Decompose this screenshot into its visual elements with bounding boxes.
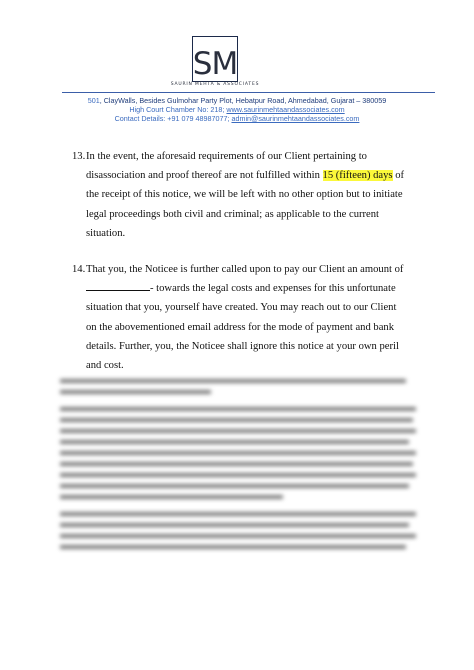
blurred-paragraph bbox=[60, 407, 420, 499]
logo-letters: SM bbox=[192, 46, 238, 82]
letterhead-contact bbox=[40, 114, 434, 123]
website-link[interactable]: www.saurinmehtaandassociates.com bbox=[226, 105, 345, 114]
paragraph-line: That you, the Noticee is further called upon to pay our Client an amount of bbox=[86, 264, 404, 275]
blurred-paragraph bbox=[60, 512, 420, 549]
paragraph-line: situation. bbox=[86, 227, 126, 239]
contact-separator: ; bbox=[227, 114, 232, 123]
paragraph-line: In the event, the aforesaid requirements of our Client pertaining to bbox=[86, 151, 367, 162]
paragraph-number: 13. bbox=[72, 151, 86, 162]
line-text: disassociation and proof thereof are not fulfilled within bbox=[86, 170, 323, 182]
chamber-label: High Court Chamber No: bbox=[129, 105, 211, 114]
chamber-separator: ; bbox=[222, 105, 227, 114]
paragraph-line: details. Further, you, the Noticee shall ignore this notice at your own peril bbox=[86, 340, 399, 352]
paragraph-line: the receipt of this notice, we will be left with no other option but to initiate bbox=[86, 189, 403, 201]
paragraph-14 bbox=[72, 260, 417, 375]
address-number: 501 bbox=[87, 96, 100, 105]
chamber-number: 218 bbox=[210, 105, 223, 114]
amount-blank bbox=[86, 280, 150, 291]
phone-number: +91 079 48987077 bbox=[167, 114, 228, 123]
highlighted-deadline: 15 (fifteen) days bbox=[322, 170, 393, 182]
paragraph-number: 14. bbox=[72, 264, 86, 275]
letterhead-address bbox=[40, 96, 434, 105]
address-text: , ClayWalls, Besides Gulmohar Party Plot, Hebatpur Road, Ahmedabad, Gujarat – 380059 bbox=[99, 96, 387, 105]
paragraph-line: on the abovementioned email address for the mode of payment and bank bbox=[86, 321, 395, 333]
email-link[interactable]: admin@saurinmehtaandassociates.com bbox=[231, 114, 360, 123]
letterhead-chamber bbox=[40, 105, 434, 114]
firm-logo bbox=[192, 36, 238, 82]
letterhead-divider bbox=[62, 92, 435, 93]
paragraph-line: and cost. bbox=[86, 360, 124, 372]
logo-caption: SAURIN MEHTA & ASSOCIATES bbox=[170, 82, 260, 87]
paragraph-line: situation that you, yourself have created. You may reach out to our Client bbox=[86, 302, 397, 314]
paragraph-13 bbox=[72, 147, 417, 243]
contact-label: Contact Details: bbox=[114, 114, 168, 123]
line-text: of bbox=[392, 170, 405, 182]
blurred-paragraph bbox=[60, 379, 420, 394]
paragraph-line bbox=[72, 166, 417, 185]
paragraph-line: legal proceedings both civil and criminal; as applicable to the current bbox=[86, 208, 379, 220]
paragraph-line bbox=[72, 279, 417, 298]
line-text: - towards the legal costs and expenses for this unfortunate bbox=[150, 283, 396, 295]
blurred-content bbox=[60, 372, 420, 562]
